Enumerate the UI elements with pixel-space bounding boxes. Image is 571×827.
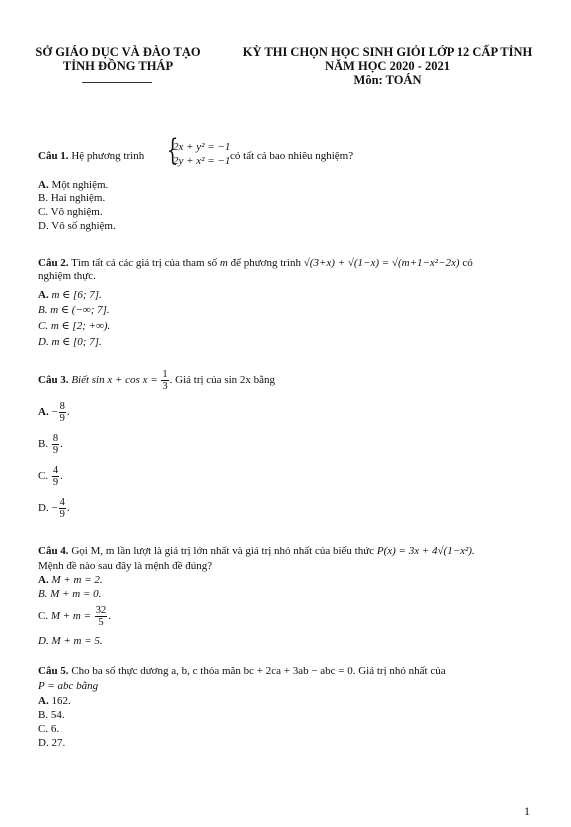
- header-divider: [82, 82, 152, 83]
- question-5: [38, 665, 446, 678]
- question-5-text: Cho ba số thực dương a, b, c thỏa mãn bc + 2ca + 3ab − abc = 0. Giá trị nhỏ nhất của: [68, 665, 446, 677]
- header-left: [28, 45, 208, 73]
- q4-option-a-key: A.: [38, 574, 49, 586]
- q5-option-c[interactable]: C. 6.: [38, 723, 60, 735]
- q1-option-d[interactable]: D. Vô số nghiệm.: [38, 220, 116, 232]
- question-3-label: Câu 3.: [38, 374, 69, 387]
- q3-option-b-fraction: [52, 433, 59, 456]
- q2-option-a-key: A.: [38, 289, 49, 301]
- q4-option-c-text: M + m =: [48, 610, 94, 623]
- fraction-den: 9: [52, 445, 59, 456]
- q5-option-a-key: A.: [38, 695, 49, 707]
- q1-option-b[interactable]: B. Hai nghiệm.: [38, 192, 106, 204]
- q3-option-d-sign: −: [51, 502, 58, 515]
- fraction-num: 1: [162, 369, 168, 380]
- question-4-continuation: Mệnh đề nào sau đây là mệnh đề đúng?: [38, 560, 213, 572]
- question-2-continuation: nghiệm thực.: [38, 270, 96, 282]
- page-number: 1: [524, 804, 530, 818]
- question-2-text-mid: để phương trình: [227, 257, 304, 269]
- q3-option-a-sign: −: [51, 406, 58, 419]
- q4-option-c[interactable]: C. M + m = $\frac{32}{5}$ .: [38, 605, 112, 628]
- fraction-one-third: [161, 369, 168, 392]
- q5-option-a-text: 162.: [48, 695, 71, 707]
- fraction-den: 5: [98, 617, 104, 628]
- q5-option-d[interactable]: D. 27.: [38, 737, 66, 749]
- q1-option-c[interactable]: C. Vô nghiệm.: [38, 206, 103, 218]
- q2-option-b[interactable]: B. m ∈ (−∞; 7].: [38, 304, 110, 316]
- q4-option-a-text: M + m = 2.: [48, 574, 103, 586]
- province-name: TỈNH ĐỒNG THÁP: [62, 59, 174, 73]
- question-1-label: Câu 1.: [38, 150, 69, 162]
- q1-option-a-key: A.: [38, 179, 49, 191]
- q3-option-a-fraction: [59, 401, 66, 424]
- fraction-num: 8: [52, 433, 59, 444]
- q4-option-c-key: C.: [38, 610, 49, 623]
- fraction-num: 8: [59, 401, 65, 412]
- q3-option-d-key: D.: [38, 502, 49, 515]
- fraction-den: 9: [59, 509, 65, 520]
- system-eq-2: 2y + x² = −1: [173, 155, 231, 167]
- exam-title: KỲ THI CHỌN HỌC SINH GIỎI LỚP 12 CẤP TỈNH: [242, 45, 533, 59]
- q3-option-c[interactable]: C. $\frac{4}{9}$ .: [38, 465, 63, 488]
- question-3-text-pre: Biết sin x + cos x =: [68, 374, 161, 387]
- question-4: [38, 545, 475, 558]
- question-5-label: Câu 5.: [38, 665, 69, 677]
- equation-q2: √(3+x) + √(1−x) = √(m+1−x²−2x): [303, 257, 460, 269]
- parameter-m: m: [219, 257, 228, 269]
- q2-option-a-text: m ∈ [6; 7].: [48, 289, 102, 301]
- question-2-text-pre: Tìm tất cả các giá trị của tham số: [68, 257, 220, 269]
- question-3: [38, 369, 275, 392]
- question-2-text-post: có: [459, 257, 473, 269]
- subject: Môn: TOÁN: [353, 73, 422, 87]
- system-equations: [173, 140, 230, 168]
- fraction-den: 3: [162, 381, 168, 392]
- school-year: NĂM HỌC 2020 - 2021: [325, 59, 450, 73]
- q2-option-d[interactable]: D. m ∈ [0; 7].: [38, 336, 102, 348]
- header-right: [225, 45, 550, 87]
- q5-option-b[interactable]: B. 54.: [38, 709, 65, 721]
- q1-option-a-text: Một nghiệm.: [48, 179, 109, 191]
- q3-option-b[interactable]: B. $\frac{8}{9}$ .: [38, 433, 63, 456]
- q3-option-a[interactable]: A. − $\frac{8}{9}$ .: [38, 401, 70, 424]
- fraction-num: 32: [95, 605, 107, 616]
- q4-option-b[interactable]: B. M + m = 0.: [38, 588, 102, 600]
- question-1: [38, 150, 144, 163]
- fraction-num: 4: [52, 465, 59, 476]
- fraction-num: 4: [59, 497, 65, 508]
- q2-option-a[interactable]: [38, 289, 102, 302]
- q1-option-a[interactable]: [38, 179, 108, 192]
- system-brace: {: [166, 133, 179, 168]
- question-2: [38, 257, 473, 270]
- question-1-text-post: có tất cả bao nhiêu nghiệm?: [230, 150, 354, 162]
- q4-option-c-fraction: [95, 605, 108, 628]
- q5-option-a[interactable]: [38, 695, 71, 708]
- q2-option-c[interactable]: C. m ∈ [2; +∞).: [38, 320, 111, 332]
- question-3-text-post: . Giá trị của sin 2x bằng: [169, 374, 276, 387]
- question-4-text-pre: Gọi M, m lần lượt là giá trị lớn nhất và giá trị nhỏ nhất của biểu thức: [68, 545, 377, 557]
- fraction-den: 9: [59, 413, 65, 424]
- q3-option-c-fraction: [52, 465, 59, 488]
- question-2-label: Câu 2.: [38, 257, 69, 269]
- q4-option-a[interactable]: [38, 574, 103, 587]
- q3-option-b-key: B.: [38, 438, 49, 451]
- question-1-text-pre: Hệ phương trình: [68, 150, 145, 162]
- q3-option-c-key: C.: [38, 470, 49, 483]
- q4-option-d[interactable]: D. M + m = 5.: [38, 635, 103, 647]
- system-eq-1: 2x + y² = −1: [173, 141, 231, 153]
- fraction-den: 9: [52, 477, 59, 488]
- q3-option-d[interactable]: D. − $\frac{4}{9}$ .: [38, 497, 70, 520]
- q3-option-a-key: A.: [38, 406, 49, 419]
- question-5-continuation: P = abc bằng: [38, 680, 99, 692]
- q3-option-d-fraction: [59, 497, 66, 520]
- department-name: SỞ GIÁO DỤC VÀ ĐÀO TẠO: [35, 45, 201, 59]
- question-4-label: Câu 4.: [38, 545, 69, 557]
- expression-p: P(x) = 3x + 4√(1−x²).: [376, 545, 475, 557]
